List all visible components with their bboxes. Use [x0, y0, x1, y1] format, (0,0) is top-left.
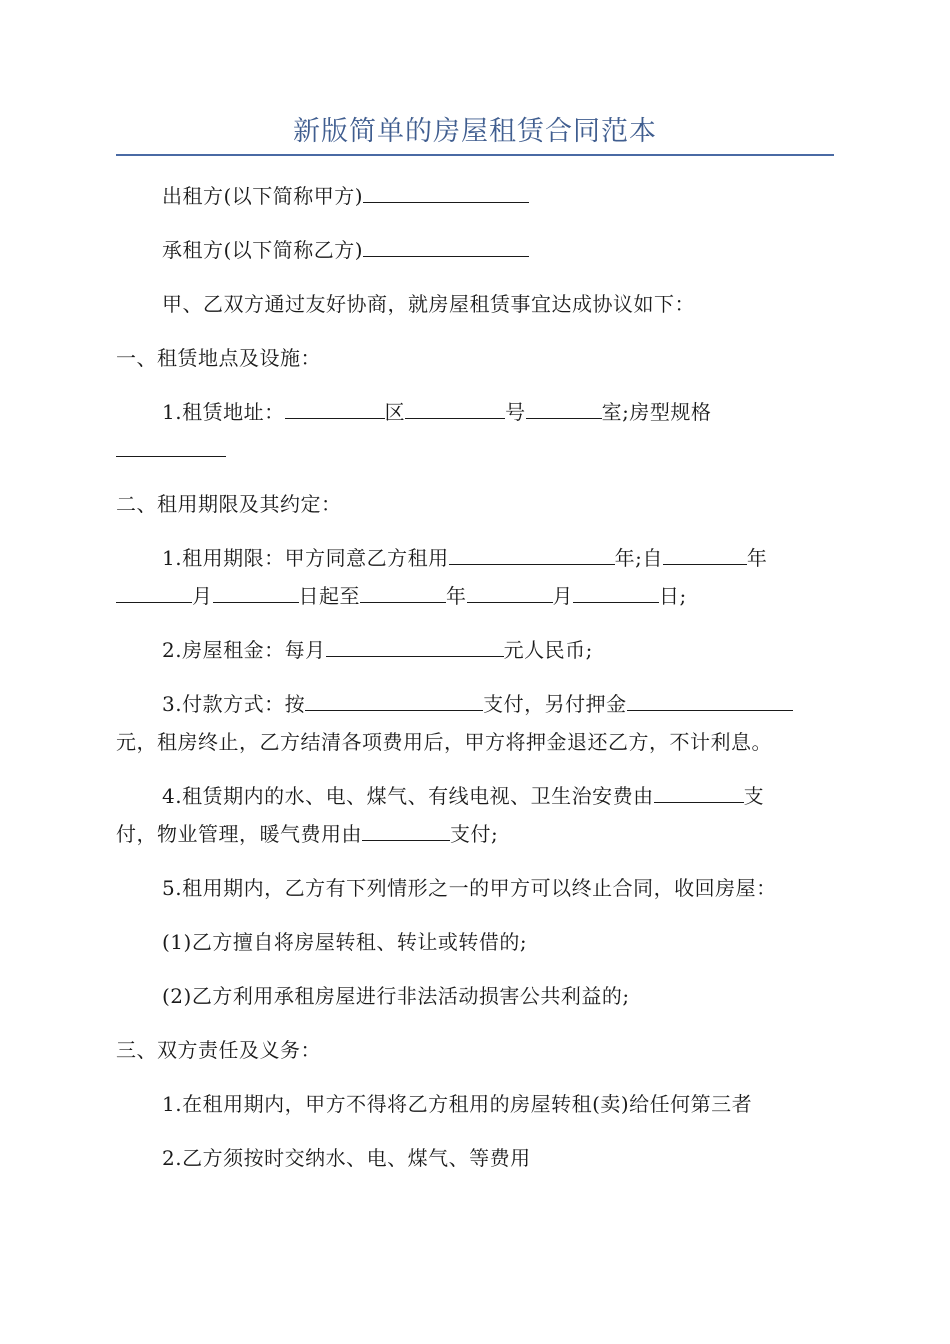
section2-item2 — [162, 636, 593, 664]
end-year-blank — [360, 584, 446, 603]
rent-unit: 元人民币; — [503, 638, 593, 662]
start-year-text: 年 — [746, 546, 768, 570]
district-text: 区 — [384, 400, 406, 424]
end-day-blank — [573, 584, 659, 603]
section2-item3-cont: 元，租房终止，乙方结清各项费用后，甲方将押金退还乙方，不计利息。 — [116, 730, 772, 754]
start-year-blank — [663, 546, 747, 565]
number-text: 号 — [505, 400, 526, 424]
utilities-payer-blank — [654, 784, 744, 803]
section1-heading: 一、租赁地点及设施： — [116, 346, 321, 370]
end-month-blank — [467, 584, 553, 603]
section2-item3 — [162, 690, 793, 718]
section2-item5: 5.租用期内，乙方有下列情形之一的甲方可以终止合同，收回房屋： — [162, 876, 777, 900]
start-day-blank — [213, 584, 299, 603]
room-type-line — [116, 436, 226, 464]
section2-sub1: (1)乙方擅自将房屋转租、转让或转借的; — [162, 930, 528, 954]
term-years-blank — [449, 546, 615, 565]
payment-method-blank — [305, 692, 483, 711]
section1-item1 — [162, 398, 711, 426]
payment-label: 3.付款方式：按 — [162, 692, 306, 716]
section2-heading: 二、租用期限及其约定： — [116, 492, 342, 516]
start-month-text: 月 — [192, 584, 213, 608]
party-a-blank — [363, 184, 529, 203]
address-label: 1.租赁地址： — [162, 400, 285, 424]
section2-item4 — [162, 782, 764, 810]
number-blank — [526, 400, 602, 419]
address-blank — [285, 400, 385, 419]
room-type-blank — [116, 438, 226, 457]
property-fee-blank — [362, 822, 450, 841]
start-day-text: 日起至 — [298, 584, 360, 608]
title-underline — [116, 154, 834, 156]
section2-item1-cont — [116, 582, 687, 610]
party-a-line — [162, 182, 529, 210]
property-fee-pay: 支付; — [450, 822, 499, 846]
section3-item1: 1.在租用期内，甲方不得将乙方租用的房屋转租(卖)给任何第三者 — [162, 1092, 753, 1116]
section2-sub2: (2)乙方利用承租房屋进行非法活动损害公共利益的; — [162, 984, 630, 1008]
section2-item1 — [162, 544, 767, 572]
document-title: 新版简单的房屋租赁合同范本 — [293, 116, 657, 147]
rent-label: 2.房屋租金：每月 — [162, 638, 326, 662]
section2-item4-cont — [116, 820, 498, 848]
district-blank — [405, 400, 505, 419]
utilities-label: 4.租赁期内的水、电、煤气、有线电视、卫生治安费由 — [162, 784, 654, 808]
rent-blank — [326, 638, 504, 657]
deposit-blank — [627, 692, 793, 711]
property-fee-text: 付，物业管理，暖气费用由 — [116, 822, 362, 846]
start-month-blank — [116, 584, 192, 603]
party-b-blank — [363, 238, 529, 257]
utilities-pay-text: 支 — [743, 784, 765, 808]
term-label: 1.租用期限：甲方同意乙方租用 — [162, 546, 449, 570]
end-day-text: 日; — [659, 584, 687, 608]
party-b-line — [162, 236, 529, 264]
term-year-text: 年;自 — [614, 546, 663, 570]
intro-paragraph: 甲、乙双方通过友好协商，就房屋租赁事宜达成协议如下： — [162, 292, 695, 316]
room-text: 室;房型规格 — [601, 400, 712, 424]
section3-item2: 2.乙方须按时交纳水、电、煤气、等费用 — [162, 1146, 531, 1170]
party-a-label: 出租方(以下简称甲方) — [162, 184, 364, 208]
payment-text: 支付，另付押金 — [483, 692, 627, 716]
party-b-label: 承租方(以下简称乙方) — [162, 238, 364, 262]
end-year-text: 年 — [446, 584, 467, 608]
end-month-text: 月 — [552, 584, 573, 608]
section3-heading: 三、双方责任及义务： — [116, 1038, 321, 1062]
